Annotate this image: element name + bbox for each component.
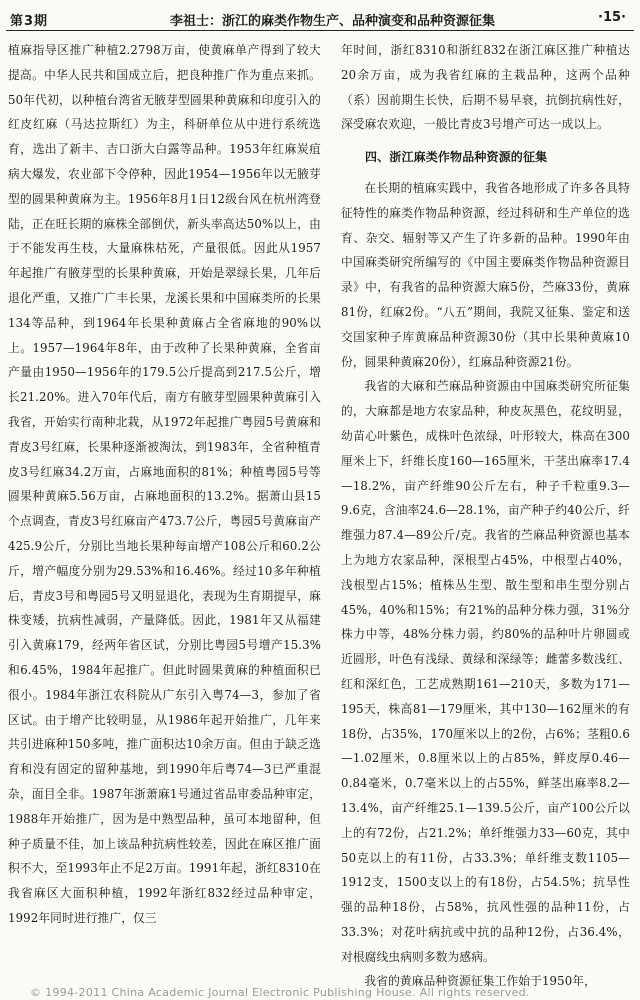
header-rule bbox=[6, 30, 634, 31]
copyright-watermark: © 1994-2011 China Academic Journal Electronic Publishing House. All rights reserved. bbox=[30, 986, 530, 999]
body-paragraph: 我省的黄麻品种资源征集工作始于1950年， bbox=[364, 974, 596, 988]
page-number: ·15· bbox=[598, 10, 626, 25]
running-title: 李祖士：浙江的麻类作物生产、品种演变和品种资源征集 bbox=[170, 14, 496, 29]
page-header bbox=[0, 0, 640, 34]
section-heading: 四、浙江麻类作物品种资源的征集 bbox=[365, 150, 548, 165]
body-paragraph: 我省的大麻和苎麻品种资源由中国麻类研究所征集的，大麻都是地方农家品种，种皮灰黑色，花纹明显，幼苗心叶紫色，成株叶色浓绿，叶形较大，株高在300厘米上下，纤维长度160—165厘米，干茎出麻率17.4—18.2%，亩产纤维90公斤左右，种子千粒重9.3—9.6克，含油率24.6—28.1%，亩产种子约40公斤，纤维强力87.4—89公斤/克。我省的苎麻品种资源也基本上为地方农家品种，深根型占45%，中根型占40%，浅根型占15%；植株丛生型、散生型和串生型分别占45%，40%和15%；有21%的品种分株力强，31%分株力中等，48%分株力弱，约80%的品种叶片卵圆或近圆形，叶色有浅绿、黄绿和深绿等；雌蕾多数浅红、红和深红色，工艺成熟期161—210天，多数为171—195天，株高81—179厘米，其中130—162厘米的有18份，占35%，170厘米以上的2份，占6%；茎粗0.6—1.02厘米，0.8厘米以上的占85%，鲜皮厚0.46—0.84毫米，0.7毫米以上的占55%，鲜茎出麻率8.2—13.4%，亩产纤维25.1—139.5公斤，亩产100公斤以上的有72份，占21.2%；单纤维强力33—60克，其中50克以上的有11份，占33.3%；单纤维支数1105—1912支，1500支以上的有18份，占54.5%；抗旱性强的品种18份，占58%，抗风性强的品种11份，占33.3%；对花叶病抗或中抗的品种12份，占36.4%，对根腐线虫病则多数为感病。 bbox=[341, 379, 630, 964]
right-column bbox=[341, 38, 630, 988]
left-column bbox=[8, 38, 321, 988]
body-paragraph: 年时间，浙红8310和浙红832在浙江麻区推广种植达20余万亩，成为我省红麻的主栽品种，这两个品种（系）因前期生长快，后期不易早衰，抗倒抗病性好，深受麻农欢迎，一般比青皮3号增产可达一成以上。 bbox=[341, 43, 630, 132]
body-paragraph: 在长期的植麻实践中，我省各地形成了许多各具特征特性的麻类作物品种资源，经过科研和生产单位的选育、杂交、辐射等又产生了许多新的品种。1990年由中国麻类研究所编写的《中国主要麻类作物品种资源目录》中，有我省的品种资源大麻5份，苎麻33份，黄麻81份，红麻2份。“八五”期间，我院又征集、鉴定和送交国家种子库黄麻品种资源30份（其中长果种黄麻10份，圆果种黄麻20份），红麻品种资源21份。 bbox=[341, 180, 630, 369]
body-paragraph: 植麻指导区推广种植2.2798万亩，使黄麻单产得到了较大提高。中华人民共和国成立后，把良种推广作为重点来抓。50年代初，以种植台湾省无腋芽型圆果种黄麻和印度引入的红皮红麻（马达拉斯红）为主，科研单位从中进行系统选育，选出了新丰、吉口浙大白露等品种。1953年红麻炭疽病大爆发，农业部下令停种，因此1954—1956年以无腋芽型的圆果种黄麻为主。1956年8月1日12级台风在杭州湾登陆，正在旺长期的麻株全部倒伏，新头率高达50%以上，由于不能发再生枝，大量麻株枯死，产量很低。因此从1957年起推广有腋芽型的长果种黄麻，开始是翠绿长果，几年后退化严重，又推广广丰长果，龙溪长果和中国麻类所的长果134等品种，到1964年长果种黄麻占全省麻地的90%以上。1957—1964年8年，由于改种了长果种黄麻，全省亩产量由1950—1956年的179.5公斤提高到217.5公斤，增长21.20%。进入70年代后，南方有腋芽型圆果种黄麻引入我省，开始实行南种北栽，从1972年起推广粤园5号黄麻和青皮3号红麻，长果种逐渐被淘汰，到1983年，全省种植青皮3号红麻34.2万亩，占麻地面积的81%；种植粤园5号等圆果种黄麻5.56万亩，占麻地面积的13.2%。据萧山县15个点调查，青皮3号红麻亩产473.7公斤，粤园5号黄麻亩产425.9公斤，分别比当地长果种每亩增产108公斤和60.2公斤，增产幅度分别为29.53%和16.46%。经过10多年种植后，青皮3号和粤园5号又明显退化，表现为生育期提早，麻株变矮，抗病性减弱，产量降低。因此，1981年又从福建引入黄麻179，经两年省区试，分别比粤园5号增产15.3%和6.45%，1984年起推广。但此时圆果黄麻的种植面积已很小。1984年浙江农科院从广东引入粤74—3，参加了省区试。由于增产比较明显，从1986年起开始推广，几年来共引进麻种150多吨，推广面积达10余万亩。但由于缺乏选育和没有固定的留种基地，到1990年后粤74—3已严重混杂，面目全非。1987年浙萧麻1号通过省品审委品种审定，1988年开始推广，因为是中熟型品种，虽可本地留种，但种子质量不佳，加上该品种抗病性较差，因此在麻区推广面积不大，至1993年止不足2万亩。1991年起，浙红8310在我省麻区大面积种植，1992年浙红832经过品种审定，1992年同时进行推广，仅三 bbox=[8, 43, 321, 925]
issue-number: 第3期 bbox=[10, 14, 49, 29]
